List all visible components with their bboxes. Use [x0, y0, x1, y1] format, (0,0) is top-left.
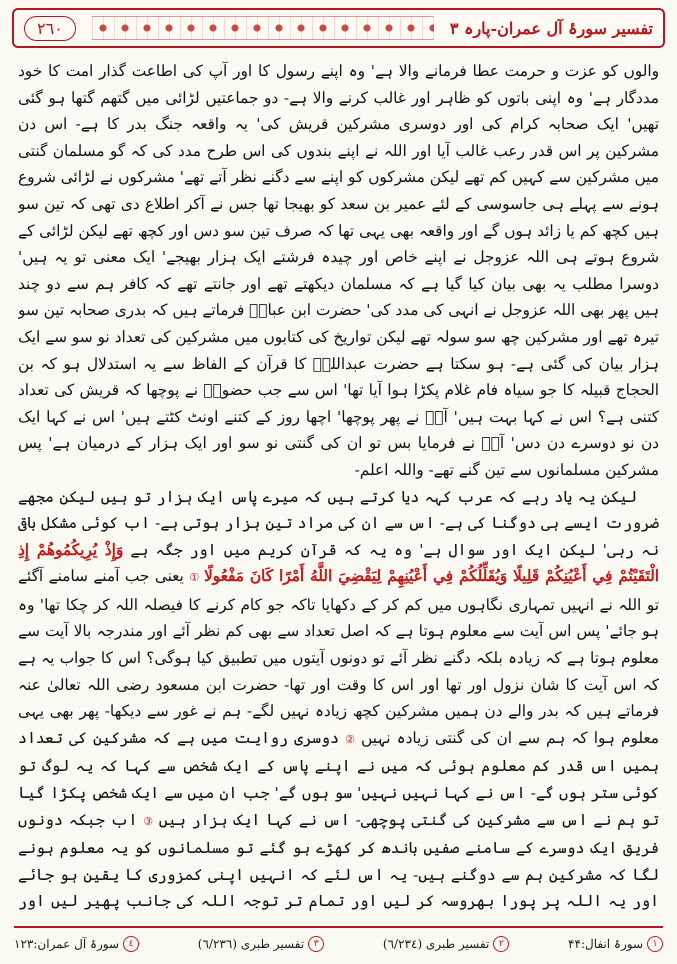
footnote-ref: ③ — [142, 814, 159, 828]
footnotes — [14, 932, 663, 956]
footnote-divider — [14, 926, 663, 928]
footnote-number: ٣ — [308, 936, 324, 952]
paragraph-text: والوں کو عزت و حرمت عطا فرمانے والا ہے' وہ اپنے رسول کا اور آپ کی اطاعت گذار امت کا خود مددگار ہے' وہ اپنی باتوں کو ظاہر اور غالب کرنے والا ہے- دو جماعتیں لڑائی میں گتھم گتھا ہو گئی تھیں' ایک صحابہ کرام کی اور دوسری مشرکین قریش کی' یہ واقعہ جنگ بدر کا ہے- اس دن مشرکین پر اس قدر رعب غالب آیا اور اللہ نے اپنے بندوں کی اس طرح مدد کی کہ گو مسلمان گنتی میں مشرکین سے کہیں کم تھے لیکن مشرکوں کو اپنے سے دگنے نظر آتے تھے' مشرکوں نے لڑائی شروع ہونے سے پہلے ہی جاسوسی کے لئے عمیر بن سعد کو بھیجا تھا جس نے آکر اطلاع دی تھی کہ تین سو ہیں کچھ کم یا زائد ہوں گے اور واقعہ بھی یہی تھا کہ صرف تین سو دس اور کچھ تھے لیکن لڑائی کے شروع ہوتے ہی اللہ عزوجل نے اپنے خاص اور چیدہ فرشتے ایک ہزار بھیجے' ایک معنی تو یہ ہیں' دوسرا مطلب یہ بھی بیان کیا گیا ہے کہ مسلمان دیکھتے تھے اور جانتے تھے کہ کافر ہم سے دو چند ہیں پھر بھی اللہ عزوجل نے انہی کی مدد کی' حضرت ابن عباسؓ فرماتے ہیں کہ بدری صحابہ تین سو تیرہ تھے اور مشرکین چھ سو سولہ تھے لیکن تواریخ کی کتابوں میں مشرکین کی تعداد نو سو سے ایک ہزار بیان کی گئی ہے- ہو سکتا ہے حضرت عبداللہؓ کا قرآن کے الفاظ سے یہ استدلال ہو کہ بن الحجاج قبیلہ کا جو سیاہ فام غلام پکڑا ہوا آیا تھا' اس سے جب حضورؐ نے پوچھا کہ قریش کی تعداد کتنی ہے؟ اس نے کہا بہت ہیں' آپؐ نے پھر پوچھا' اچھا روز کے کتنے اونٹ کٹتے ہیں' اس نے کہا ایک دن نو دوسرے دن دس' آپؐ نے فرمایا بس تو ان کی گنتی نو سو اور ایک ہزار کے درمیان ہے' پس مشرکین مسلمانوں سے تین گنے تھے- واللہ اعلم- — [18, 62, 659, 479]
paragraph-text: دوسری روایت میں ہے کہ مشرکین کی تعداد ہمیں اس قدر کم معلوم ہوئی کہ میں نے اپنے پاس کے ایک شخص سے کہا کہ یہ لوگ تو کوئی ستر ہوں گے- اس نے کہا نہیں نہیں' سو ہوں گے' جب ان میں سے ایک شخص پکڑا گیا تو ہم نے اس سے مشرکین کی گنتی پوچھی- اس نے کہا ایک ہزار ہیں — [18, 728, 659, 829]
footnote-ref: ② — [343, 732, 362, 746]
paragraph-text: لیکن یہ یاد رہے کہ عرب کہہ دیا کرتے ہیں کہ میرے پاس ایک ہزار تو ہیں لیکن مجھے ضرورت ایسے ہی دوگنا کی ہے- اس سے ان کی مراد تین ہزار ہوتی ہے- اب کوئی مشکل باقی نہ رہی' لیکن ایک اور سوال ہے' وہ یہ کہ قرآن کریم میں اور جگہ ہے — [18, 487, 659, 559]
footnote-number: ٤ — [123, 936, 139, 952]
footnote-1 — [568, 936, 663, 952]
footnote-text: تفسیر طبری (٦/٢٣٤) — [382, 937, 490, 951]
paragraph-1 — [18, 58, 659, 484]
page-header — [12, 8, 665, 48]
footnote-number: ٢ — [493, 936, 509, 952]
footnote-number: ١ — [647, 936, 663, 952]
header-ornament — [92, 16, 434, 40]
footnote-text: تفسیر طبری (٦/٢٣٦) — [197, 937, 305, 951]
footnote-3 — [198, 936, 324, 952]
quran-verse: وَإِذْ يُرِيكُمُوهُمْ إِذِ الْتَقَيْتُمْ فِي أَعْيُنِكُمْ قَلِيلًا وَيُقَلِّلُكُمْ فِي أَعْيُنِهِمْ لِيَقْضِيَ اللَّهُ أَمْرًا كَانَ مَفْعُولًا — [18, 540, 659, 586]
footnote-text: سورۂ انفال:۴۴ — [568, 937, 643, 951]
paragraph-2 — [18, 484, 659, 915]
footnote-2 — [383, 936, 509, 952]
paragraph-text: یعنی جب آمنے سامنے آگئے تو اللہ نے انہیں تمہاری نگاہوں میں کم کر کے دکھایا تاکہ جو کام کرنے کا فیصلہ اللہ کر چکا تھا' وہ ہو جائے' پس اس آیت سے معلوم ہوتا ہے کہ اصل تعداد سے بھی کم نظر آئے اور مندرجہ بالا آیت سے معلوم ہوتا ہے کہ زیادہ بلکہ دگنے نظر آئے تو دونوں آیتوں میں تطبیق کیا ہوگی؟ اس کا جواب یہ ہے کہ اس آیت کا شان نزول اور تھا اور اس کا وقت اور تھا- حضرت ابن مسعود رضی اللہ تعالیٰ عنہ فرماتے ہیں کہ بدر والے دن ہمیں مشرکین کچھ زیادہ نہیں لگے- ہم نے غور سے دیکھا- پھر بھی یہی معلوم ہوا کہ ہم سے ان کی گنتی زیادہ نہیں — [18, 567, 659, 747]
footnote-4 — [14, 936, 139, 952]
paragraph-text: اب جبکہ دونوں فریق ایک دوسرے کے سامنے صفیں باندھ کر کھڑے ہو گئے تو مسلمانوں کو یہ معلوم ہونے لگا کہ مشرکین ہم سے دوگنے ہیں- یہ اس لئے کہ انہیں اپنی کمزوری کا یقین ہو جائے اور یہ اللہ پر پورا بھروسہ کر لیں اور تمام تر توجہ اللہ کی جانب پھیر لیں اور — [18, 810, 659, 911]
page-number: ۲٦۰ — [24, 16, 76, 41]
body-text — [18, 58, 659, 914]
running-title: تفسیر سورۂ آل عمران-پارہ ۳ — [449, 18, 653, 38]
footnote-text: سورۂ آل عمران:١٢٣ — [14, 937, 120, 951]
footnote-ref: ① — [188, 571, 204, 585]
